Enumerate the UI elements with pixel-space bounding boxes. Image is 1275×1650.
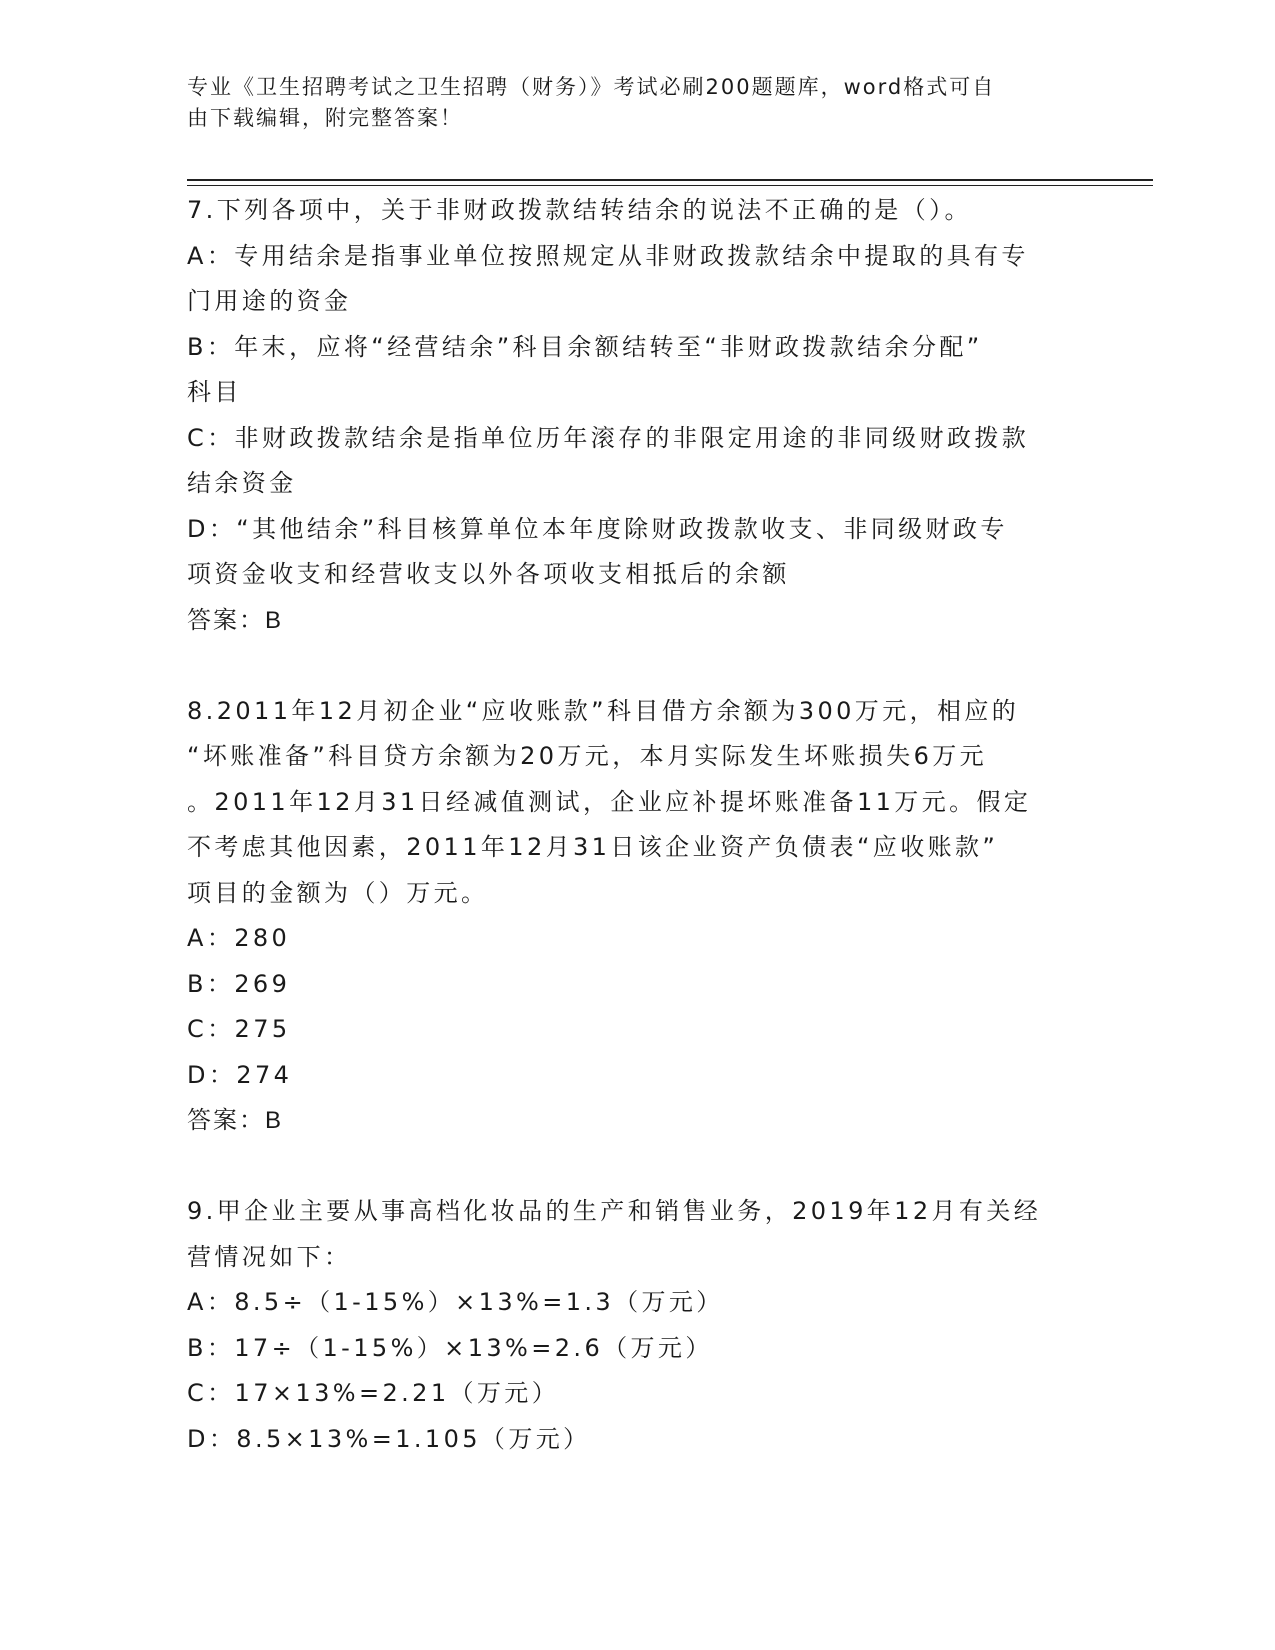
question-7-stem xyxy=(187,188,1087,234)
option-line: B：年末，应将“经营结余”科目余额结转至“非财政拨款结余分配” xyxy=(187,332,983,361)
question-8-stem xyxy=(187,689,1087,917)
question-8-option-c xyxy=(187,1007,1087,1053)
question-spacer xyxy=(187,1144,1087,1190)
question-7 xyxy=(187,188,1087,643)
option-line: C：非财政拨款结余是指单位历年滚存的非限定用途的非同级财政拨款 xyxy=(187,423,1030,452)
option-line: C：17×13%=2.21（万元） xyxy=(187,1379,560,1407)
question-7-option-d xyxy=(187,507,1087,598)
option-line: D：“其他结余”科目核算单位本年度除财政拨款收支、非同级财政专 xyxy=(187,514,1008,543)
question-7-answer: 答案：B xyxy=(187,606,284,634)
document-header xyxy=(187,72,1067,134)
question-7-option-c xyxy=(187,416,1087,507)
stem-line: 不考虑其他因素，2011年12月31日该企业资产负债表“应收账款” xyxy=(187,833,999,861)
question-7-option-a xyxy=(187,234,1087,325)
question-8-option-b xyxy=(187,962,1087,1008)
stem-line: 项目的金额为（）万元。 xyxy=(187,878,489,907)
question-8-answer: 答案：B xyxy=(187,1107,284,1134)
question-8-option-a xyxy=(187,916,1087,962)
header-line-1: 专业《卫生招聘考试之卫生招聘（财务）》考试必刷200题题库，word格式可自 xyxy=(187,75,996,99)
option-line: 结余资金 xyxy=(187,469,297,497)
stem-line: 营情况如下： xyxy=(187,1242,352,1271)
option-line: B：269 xyxy=(187,969,291,998)
option-line: 科目 xyxy=(187,378,242,406)
question-list xyxy=(187,188,1087,1462)
option-line: C：275 xyxy=(187,1015,291,1043)
stem-line: “坏账准备”科目贷方余额为20万元，本月实际发生坏账损失6万元 xyxy=(187,742,988,770)
option-line: D：8.5×13%=1.105（万元） xyxy=(187,1424,591,1453)
stem-line: 8.2011年12月初企业“应收账款”科目借方余额为300万元，相应的 xyxy=(187,696,1020,725)
header-line-2: 由下载编辑，附完整答案！ xyxy=(187,106,463,130)
stem-line: 7.下列各项中，关于非财政拨款结转结余的说法不正确的是（）。 xyxy=(187,196,972,224)
question-9 xyxy=(187,1189,1087,1462)
question-7-option-b xyxy=(187,325,1087,416)
stem-line: 9.甲企业主要从事高档化妆品的生产和销售业务，2019年12月有关经 xyxy=(187,1197,1042,1225)
option-line: A：8.5÷（1-15%）×13%=1.3（万元） xyxy=(187,1288,724,1316)
question-8 xyxy=(187,689,1087,1144)
option-line: D：274 xyxy=(187,1060,293,1089)
header-divider-thick xyxy=(187,179,1153,181)
option-line: A：专用结余是指事业单位按照规定从非财政拨款结余中提取的具有专 xyxy=(187,241,1029,270)
header-divider-thin xyxy=(187,185,1153,186)
question-spacer xyxy=(187,643,1087,689)
option-line: B：17÷（1-15%）×13%=2.6（万元） xyxy=(187,1333,713,1362)
question-9-option-a xyxy=(187,1280,1087,1326)
stem-line: 。2011年12月31日经减值测试，企业应补提坏账准备11万元。假定 xyxy=(187,787,1032,816)
option-line: A：280 xyxy=(187,924,291,952)
question-8-option-d xyxy=(187,1053,1087,1099)
option-line: 门用途的资金 xyxy=(187,287,352,315)
question-9-option-d xyxy=(187,1417,1087,1463)
question-9-option-c xyxy=(187,1371,1087,1417)
option-line: 项资金收支和经营收支以外各项收支相抵后的余额 xyxy=(187,560,790,588)
question-9-option-b xyxy=(187,1326,1087,1372)
question-9-stem xyxy=(187,1189,1087,1280)
